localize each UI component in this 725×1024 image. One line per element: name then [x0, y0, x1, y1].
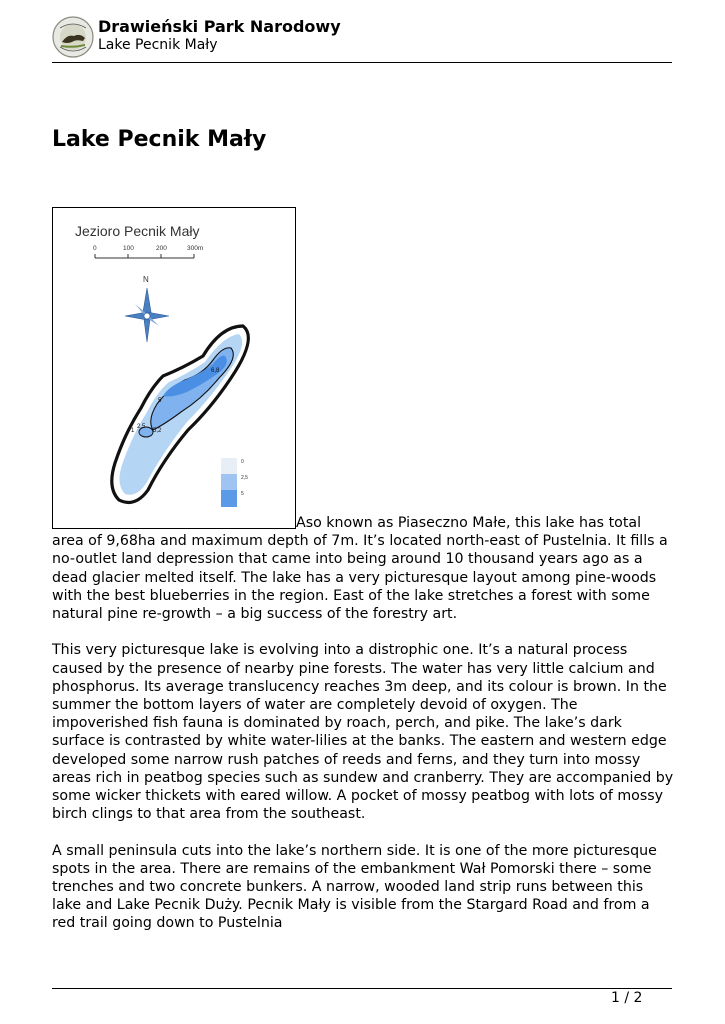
lake-map-image — [52, 207, 296, 529]
paragraph-3: A small peninsula cuts into the lake’s northern side. It is one of the more picturesque spots in the area. There are remains of the embankment Wał Pomorski there – some trenches and two concrete bunkers. A narrow, wooded land strip runs between this lake and Lake Pecnik Duży. Pecnik Mały is visible from the Stargard Road and from a red trail going down to Pustelnia — [52, 842, 657, 932]
depth-label: 5,2 — [153, 428, 162, 434]
scale-label-0: 0 — [93, 245, 97, 252]
north-label: N — [143, 275, 149, 284]
scale-label-100: 100 — [123, 245, 134, 252]
scale-label-200: 200 — [156, 245, 167, 252]
lake-map-drawing — [53, 208, 295, 528]
map-title: Jezioro Pecnik Mały — [75, 223, 200, 239]
legend-label: 2,5 — [241, 475, 248, 481]
legend-swatch-5 — [221, 490, 237, 507]
paragraph-2: This very picturesque lake is evolving into a distrophic one. It’s a natural process caused by the presence of nearby pine forests. The water has very little calcium and phosphorus. Its average translucency reaches 3m deep, and its colour is brown. In the summer the bottom layers of water are completely devoid of oxygen. The impoverished fish fauna is dominated by roach, perch, and pike. The lake’s dark surface is contrasted by white water-lilies at the banks. The eastern and western edge developed some narrow rush patches of reeds and ferns, and they turn into mossy areas rich in peatbog species such as sundew and cranberry. They are accompanied by some wicker thickets with eared willow. A pocket of mossy peatbog with lots of mossy birch clings to that area from the southeast. — [52, 642, 674, 823]
page-number: 1 / 2 — [611, 990, 643, 1006]
legend-label: 5 — [241, 491, 244, 497]
legend-swatch-2-5 — [221, 474, 237, 490]
depth-label: 5 — [158, 398, 162, 404]
depth-label: 2,5 — [137, 424, 146, 430]
scale-label-300: 300m — [187, 245, 204, 252]
article-body — [52, 514, 676, 951]
page-subtitle: Lake Pecnik Mały — [98, 37, 218, 53]
compass-rose-icon — [125, 288, 169, 342]
footer-divider — [52, 988, 672, 989]
page-header — [52, 14, 672, 63]
depth-label: 6,8 — [211, 368, 220, 374]
article-title: Lake Pecnik Mały — [52, 127, 267, 152]
paragraph-1: Aso known as Piaseczno Małe, this lake has total area of 9,68ha and maximum depth of 7m. It’s located north-east of Pustelnia. It fills a no-outlet land depression that came into being around 10 thousand years ago as a dead glacier melted itself. The lake has a very picturesque layout among pine-woods with the best blueberries in the region. East of the lake stretches a forest with some natural pine re-growth – a big success of the forestry art. — [52, 515, 668, 623]
depth-label: 1 — [131, 428, 135, 434]
legend-swatch-0 — [221, 458, 237, 474]
park-logo — [52, 16, 94, 58]
site-name: Drawieński Park Narodowy — [98, 17, 341, 36]
legend-label: 0 — [241, 459, 244, 465]
